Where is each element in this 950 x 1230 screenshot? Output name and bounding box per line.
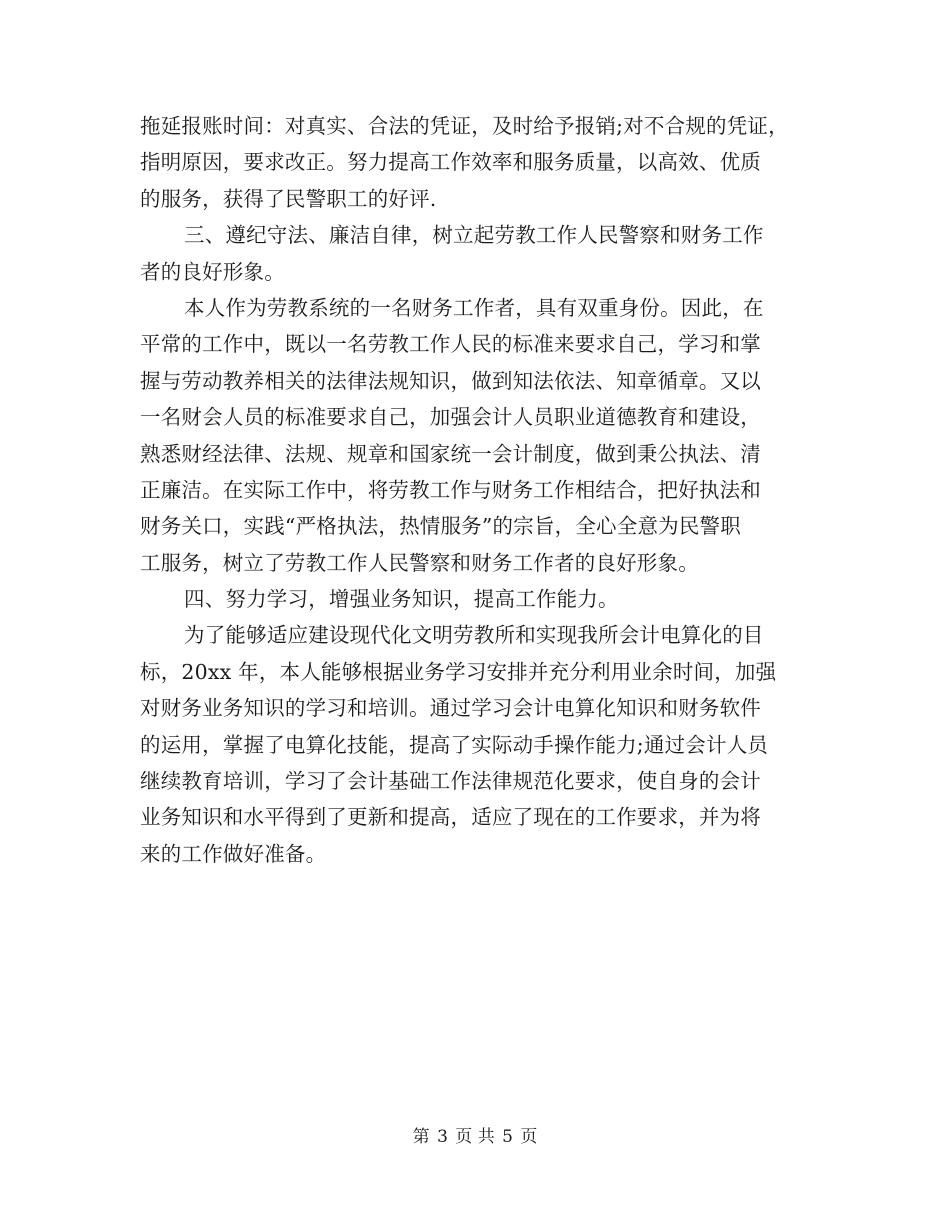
text-line: 继续教育培训，学习了会计基础工作法律规范化要求，使自身的会计 [140, 769, 761, 794]
text-line: 工服务，树立了劳教工作人民警察和财务工作者的良好形象。 [140, 550, 699, 575]
section-heading-4: 四、努力学习，增强业务知识，提高工作能力。 [184, 587, 619, 612]
text-line: 拖延报账时间：对真实、合法的凭证，及时给予报销;对不合规的凭证， [140, 114, 789, 138]
text-line: 标，20xx 年，本人能够根据业务学习安排并充分利用业余时间，加强 [140, 659, 777, 684]
text-line: 的服务，获得了民警职工的好评. [140, 186, 437, 211]
text-line: 指明原因，要求改正。努力提高工作效率和服务质量，以高效、优质 [140, 150, 761, 175]
text-line: 熟悉财经法律、法规、规章和国家统一会计制度，做到秉公执法、清 [140, 441, 761, 466]
footer-prefix: 第 [412, 1127, 430, 1147]
paragraph-start: 本人作为劳教系统的一名财务工作者，具有双重身份。因此，在 [184, 295, 764, 320]
page-footer [0, 1125, 950, 1149]
footer-total-pages: 5 [502, 1127, 513, 1147]
text-line: 平常的工作中，既以一名劳教工作人民的标准来要求自己，学习和掌 [140, 332, 761, 357]
section-heading-3: 三、遵纪守法、廉洁自律，树立起劳教工作人民警察和财务工作 [184, 223, 764, 248]
document-body [140, 108, 820, 872]
footer-current-page: 3 [437, 1127, 448, 1147]
text-line: 者的良好形象。 [140, 259, 285, 284]
footer-middle: 页 共 [455, 1127, 495, 1147]
text-line: 握与劳动教养相关的法律法规知识，做到知法依法、知章循章。又以 [140, 368, 761, 393]
footer-suffix: 页 [520, 1127, 538, 1147]
text-line: 的运用，掌握了电算化技能，提高了实际动手操作能力;通过会计人员 [140, 732, 769, 757]
text-line: 对财务业务知识的学习和培训。通过学习会计电算化知识和财务软件 [140, 696, 761, 721]
text-line: 财务关口，实践“严格执法，热情服务”的宗旨，全心全意为民警职 [140, 514, 741, 539]
text-line: 业务知识和水平得到了更新和提高，适应了现在的工作要求，并为将 [140, 805, 761, 830]
paragraph-start: 为了能够适应建设现代化文明劳教所和实现我所会计电算化的目 [184, 623, 764, 648]
text-line: 一名财会人员的标准要求自己，加强会计人员职业道德教育和建设， [140, 405, 761, 430]
text-line: 来的工作做好准备。 [140, 841, 327, 866]
text-line: 正廉洁。在实际工作中，将劳教工作与财务工作相结合，把好执法和 [140, 477, 761, 502]
